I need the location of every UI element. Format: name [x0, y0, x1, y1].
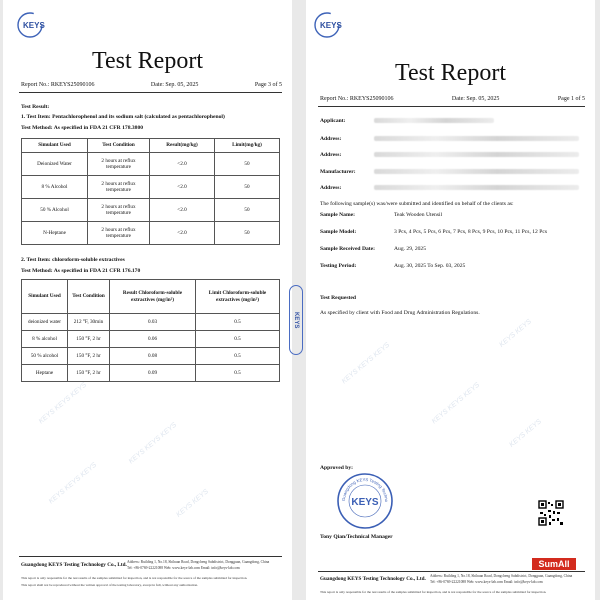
table-cell: deionized water — [22, 314, 68, 331]
address-label: Address: — [320, 136, 342, 142]
test-requested-label: Test Requested — [320, 295, 356, 301]
watermark: KEYS KEYS KEYS — [37, 381, 89, 426]
report-title: Test Report — [92, 48, 203, 74]
sample-name-label: Sample Name: — [320, 212, 355, 218]
table-cell: 50 — [215, 176, 280, 199]
result-heading: Test Result: — [21, 104, 50, 110]
test-item-2: 2. Test Item: chloroform-soluble extractives — [21, 257, 125, 263]
table-cell: 0.06 — [110, 331, 196, 348]
table-cell: 50 — [215, 222, 280, 245]
column-header: Limit Chloroform-soluble extractives (mg/in²) — [196, 280, 280, 314]
table-cell: 2 hours at reflux temperature — [88, 176, 150, 199]
page-number: Page 3 of 5 — [254, 82, 282, 88]
sample-model-label: Sample Model: — [320, 229, 357, 235]
divider — [19, 92, 282, 93]
table-row — [22, 153, 280, 176]
page-number: Page 1 of 5 — [557, 96, 585, 102]
report-page-3 — [3, 0, 292, 600]
footer-disclaimer: This report shall not be reproduced without the written approval of the testing laboratory, except in full, without any authorization. — [21, 583, 198, 587]
table-cell: Deionized Water — [22, 153, 88, 176]
table-cell: 50 — [215, 153, 280, 176]
footer-disclaimer: This report is only responsible for the test results of the samples submitted for inspection, and is not responsible for the source of the samples submitted for inspection. — [320, 590, 547, 594]
applicant-label: Applicant: — [320, 118, 346, 124]
sample-intro: The following sample(s) was/were submitted and identified on behalf of the clients as: — [320, 201, 514, 207]
table-cell: 212 °F, 30min — [68, 314, 110, 331]
footer-address: Address: Building 1, No.18, Shihuan Road, Dongcheng Subdistrict, Dongguan, Guangdong, China — [127, 560, 270, 564]
report-page-1 — [306, 0, 595, 600]
redacted-applicant — [374, 118, 494, 123]
results-table-2 — [21, 279, 280, 382]
column-header: Result Chloroform-soluble extractives (mg/in²) — [110, 280, 196, 314]
table-cell: 8 % Alcohol — [22, 176, 88, 199]
watermark: KEYS KEYS KEYS — [340, 341, 392, 386]
signer-name: Tony Qian/Technical Manager — [320, 534, 393, 540]
table-cell: 2 hours at reflux temperature — [88, 153, 150, 176]
seam-stamp: KEYS — [289, 285, 303, 355]
watermark: KEYS KEYS — [498, 318, 533, 349]
report-title: Test Report — [395, 60, 506, 86]
table-cell: <2.0 — [150, 176, 215, 199]
watermark: KEYS KEYS KEYS — [127, 421, 179, 466]
column-header: Test Condition — [68, 280, 110, 314]
table-cell: 150 °F, 2 hr — [68, 365, 110, 382]
sumall-badge: SumAll — [532, 558, 576, 570]
results-table-1 — [21, 138, 280, 245]
footer-contact: Tel: +86-0769-22221088 Web: www.keys-lab.com Email: info@keys-lab.com — [127, 566, 240, 570]
address-label: Address: — [320, 185, 342, 191]
table-cell: 0.5 — [196, 348, 280, 365]
approved-by-label: Approved by: — [320, 465, 353, 471]
watermark: KEYS KEYS KEYS — [47, 461, 99, 506]
column-header: Simulant Used — [22, 139, 88, 153]
report-meta — [21, 82, 282, 88]
redacted-address — [374, 152, 579, 157]
table-row — [22, 222, 280, 245]
table-cell: N-Heptane — [22, 222, 88, 245]
table-cell: 0.5 — [196, 314, 280, 331]
table-cell: 50 — [215, 199, 280, 222]
table-row — [22, 314, 280, 331]
table-cell: 0.08 — [110, 348, 196, 365]
test-requested-value: As specified by client with Food and Drug Administration Regulations. — [320, 310, 480, 316]
footer-divider — [318, 571, 585, 572]
company-seal — [336, 472, 394, 530]
footer-company: Guangdong KEYS Testing Technology Co., Ltd. — [21, 562, 127, 568]
table-cell: <2.0 — [150, 153, 215, 176]
column-header: Test Condition — [88, 139, 150, 153]
sample-name-value: Teak Wooden Utensil — [394, 212, 443, 218]
table-cell: 0.03 — [110, 314, 196, 331]
keys-logo — [312, 10, 354, 40]
footer-company: Guangdong KEYS Testing Technology Co., Ltd. — [320, 576, 426, 582]
column-header: Limit(mg/kg) — [215, 139, 280, 153]
test-item-1: 1. Test Item: Pentachlorophenol and its sodium salt (calculated as pentachlorophenol) — [21, 114, 225, 120]
footer-address: Address: Building 1, No.18, Shihuan Road, Dongcheng Subdistrict, Dongguan, Guangdong, China — [430, 574, 573, 578]
table-cell: 150 °F, 2 hr — [68, 331, 110, 348]
table-cell: 0.5 — [196, 365, 280, 382]
table-cell: 50 % alcohol — [22, 348, 68, 365]
table-row — [22, 176, 280, 199]
table-cell: Heptane — [22, 365, 68, 382]
testing-period-value: Aug. 30, 2025 To Sep. 03, 2025 — [394, 263, 466, 269]
table-cell: 150 °F, 2 hr — [68, 348, 110, 365]
table-cell: 50 % Alcohol — [22, 199, 88, 222]
keys-logo — [15, 10, 57, 40]
watermark: KEYS KEYS — [508, 418, 543, 449]
received-date-value: Aug. 29, 2025 — [394, 246, 427, 252]
table-row — [22, 199, 280, 222]
test-method-1: Test Method: As specified in FDA 21 CFR 178.3800 — [21, 125, 144, 131]
svg-text:KEYS: KEYS — [23, 21, 45, 30]
redacted-address — [374, 185, 579, 190]
divider — [318, 106, 585, 107]
table-cell: <2.0 — [150, 199, 215, 222]
address-label: Address: — [320, 152, 342, 158]
qr-code[interactable] — [538, 500, 564, 526]
footer-contact: Tel: +86-0769-22221088 Web: www.keys-lab.com Email: info@keys-lab.com — [430, 580, 543, 584]
redacted-manufacturer — [374, 169, 579, 174]
sample-model-value: 3 Pcs, 4 Pcs, 5 Pcs, 6 Pcs, 7 Pcs, 8 Pcs, 9 Pcs, 10 Pcs, 11 Pcs, 12 Pcs — [394, 229, 548, 235]
column-header: Result(mg/kg) — [150, 139, 215, 153]
table-cell: 0.5 — [196, 331, 280, 348]
svg-text:Guangdong KEYS Testing Technol: Guangdong KEYS Testing Techno — [340, 476, 390, 503]
table-cell: 2 hours at reflux temperature — [88, 199, 150, 222]
svg-text:KEYS: KEYS — [320, 21, 342, 30]
redacted-address — [374, 136, 579, 141]
table-cell: <2.0 — [150, 222, 215, 245]
report-meta — [320, 96, 585, 102]
report-number: Report No.: RKEYS25090106 — [21, 82, 95, 88]
testing-period-label: Testing Period: — [320, 263, 357, 269]
svg-text:KEYS: KEYS — [351, 497, 379, 508]
table-cell: 0.09 — [110, 365, 196, 382]
footer-disclaimer: This report is only responsible for the test results of the samples submitted for inspection, and is not responsible for the source of the samples submitted for inspection. — [21, 576, 248, 580]
watermark: KEYS KEYS KEYS — [430, 381, 482, 426]
table-row — [22, 331, 280, 348]
manufacturer-label: Manufacturer: — [320, 169, 356, 175]
report-date: Date: Sep. 05, 2025 — [451, 96, 500, 102]
column-header: Simulant Used — [22, 280, 68, 314]
table-row — [22, 348, 280, 365]
watermark: KEYS KEYS — [175, 488, 210, 519]
test-method-2: Test Method: As specified in FDA 21 CFR 176.170 — [21, 268, 141, 274]
received-date-label: Sample Received Date: — [320, 246, 375, 252]
table-cell: 2 hours at reflux temperature — [88, 222, 150, 245]
table-cell: 8 % alcohol — [22, 331, 68, 348]
footer-divider — [19, 556, 282, 557]
table-row — [22, 365, 280, 382]
report-number: Report No.: RKEYS25090106 — [320, 96, 394, 102]
report-date: Date: Sep. 05, 2025 — [150, 82, 199, 88]
